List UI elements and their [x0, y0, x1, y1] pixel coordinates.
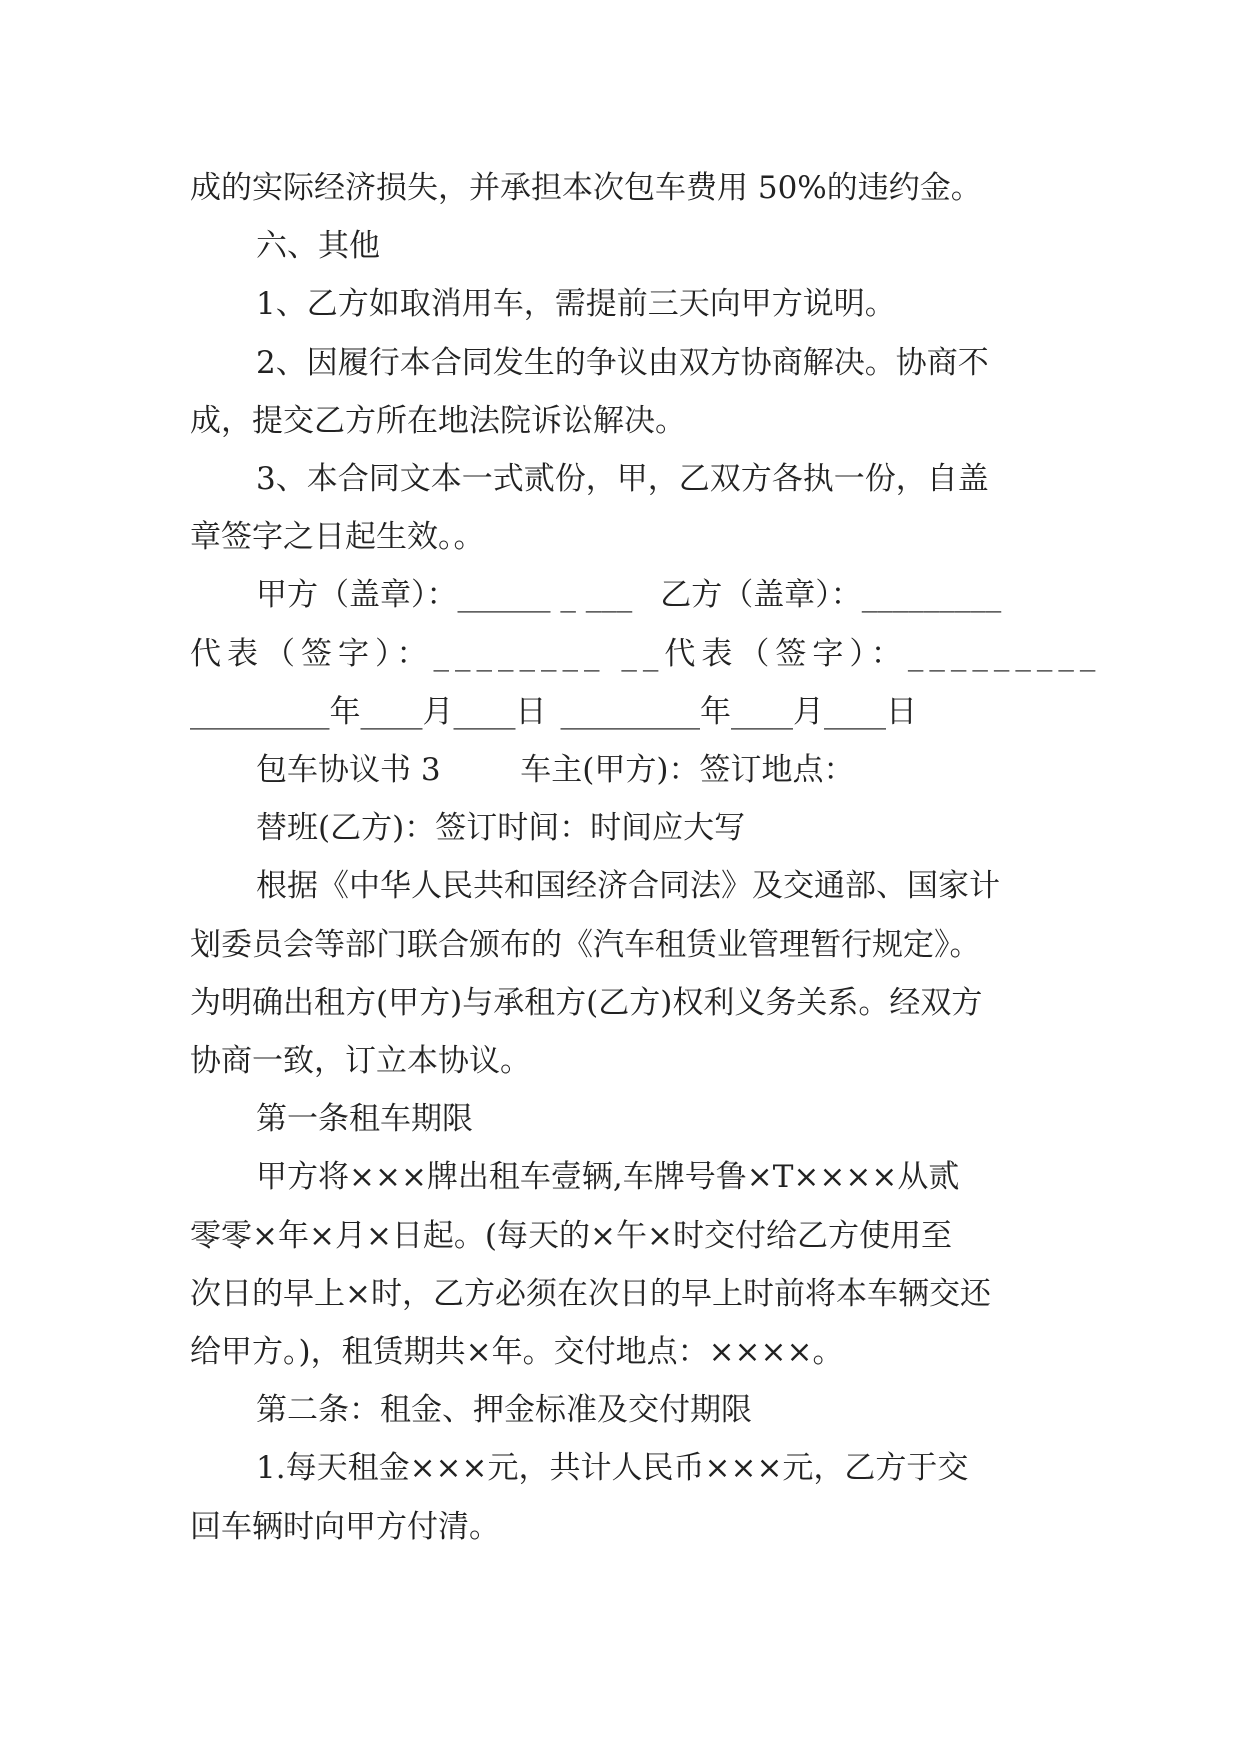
owner-party-label: 车主(甲方)：签订地点： [520, 752, 855, 789]
agreement-header-line [190, 741, 1052, 799]
signature-line-date [190, 683, 1052, 741]
text-line: 协商一致，订立本协议。 [190, 1043, 531, 1080]
text-line: 成，提交乙方所在地法院诉讼解决。 [190, 402, 686, 439]
agreement-title: 包车协议书 3 [256, 752, 441, 789]
text-line: 为明确出租方(甲方)与承租方(乙方)权利义务关系。经双方 [190, 984, 983, 1021]
signature-line-sign [190, 625, 1102, 683]
party-a-seal: 甲方（盖章）：______ _ ___ [256, 577, 633, 614]
text-line: 给甲方。)，租赁期共×年。交付地点：××××。 [190, 1334, 844, 1371]
text-line: 零零×年×月×日起。(每天的×午×时交付给乙方使用至 [190, 1217, 952, 1254]
text-line: 成的实际经济损失，并承担本次包车费用 50%的违约金。 [190, 170, 982, 206]
text-line: 次日的早上×时，乙方必须在次日的早上时前将本车辆交还 [190, 1275, 991, 1312]
text-line: 1.每天租金×××元，共计人民币×××元，乙方于交 [256, 1450, 969, 1487]
party-b-date: _________年____月____日 [560, 693, 917, 730]
text-line: 3、本合同文本一式贰份，甲，乙双方各执一份，自盖 [256, 461, 989, 498]
party-b-representative: 代表（签字）：_________ [664, 635, 1102, 672]
text-line: 划委员会等部门联合颁布的《汽车租赁业管理暂行规定》。 [190, 926, 981, 963]
section-heading: 第一条租车期限 [256, 1101, 473, 1138]
signature-line-seal [190, 566, 1052, 624]
party-a-representative: 代表（签字）：________ __ [190, 635, 665, 672]
text-line: 章签字之日起生效。。 [190, 519, 485, 556]
party-a-date: _________年____月____日 [190, 693, 547, 730]
text-line: 甲方将×××牌出租车壹辆,车牌号鲁×T××××从贰 [256, 1159, 960, 1196]
text-line: 1、乙方如取消用车，需提前三天向甲方说明。 [256, 286, 896, 323]
text-line: 替班(乙方)：签订时间：时间应大写 [256, 810, 746, 847]
party-b-seal: 乙方（盖章）：_________ [660, 577, 1002, 614]
section-heading: 第二条：租金、押金标准及交付期限 [256, 1392, 752, 1429]
document-body [190, 159, 1102, 1556]
text-line: 2、因履行本合同发生的争议由双方协商解决。协商不 [256, 344, 989, 381]
text-line: 根据《中华人民共和国经济合同法》及交通部、国家计 [256, 868, 1000, 905]
section-heading: 六、其他 [256, 228, 380, 265]
text-line: 回车辆时向甲方付清。 [190, 1508, 500, 1545]
